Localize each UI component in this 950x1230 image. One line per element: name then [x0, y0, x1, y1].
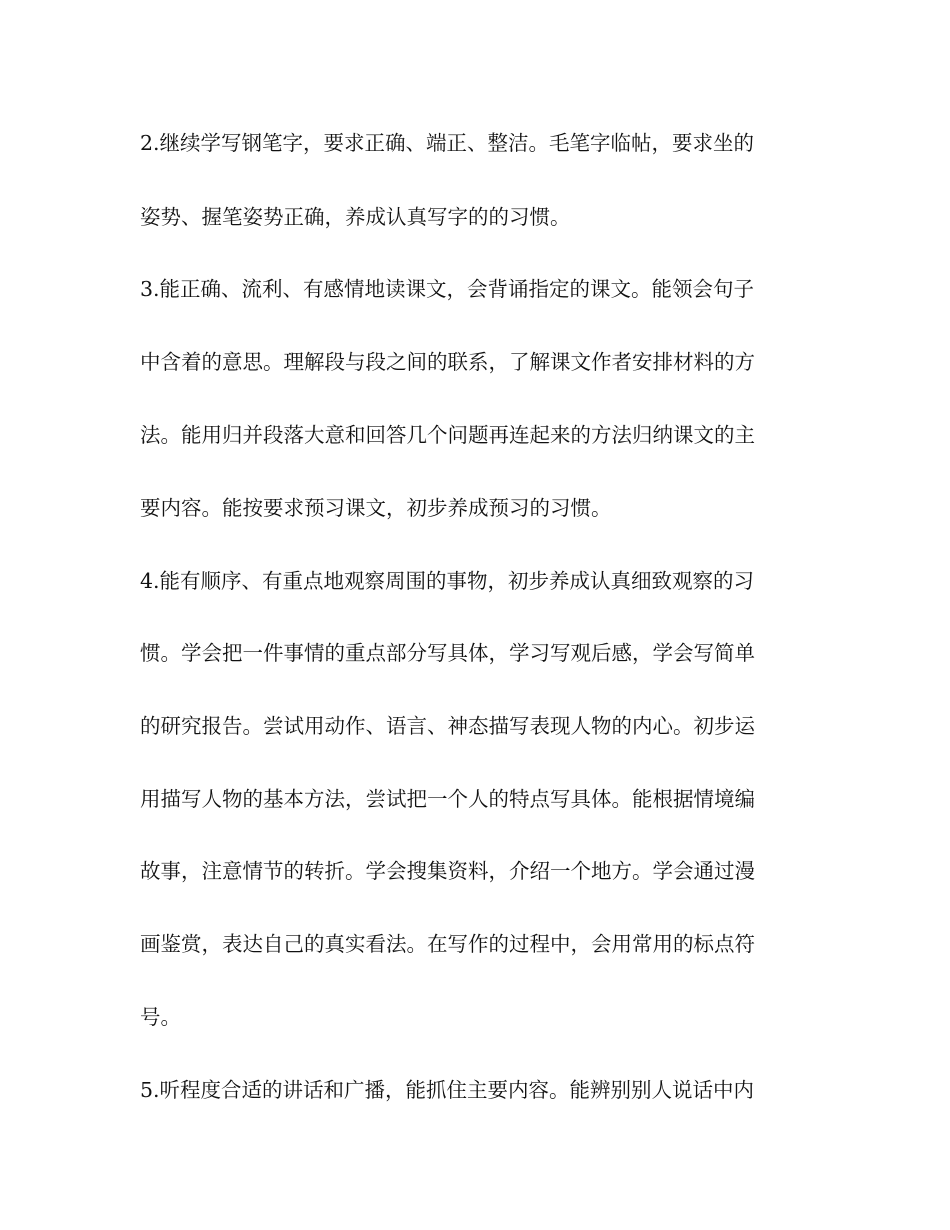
- text-line: 法。能用归并段落大意和回答几个问题再连起来的方法归纳课文的主: [140, 423, 755, 447]
- text-line: 中含着的意思。理解段与段之间的联系，了解课文作者安排材料的方: [140, 350, 755, 374]
- text-line: 故事，注意情节的转折。学会搜集资料，介绍一个地方。学会通过漫: [140, 859, 755, 883]
- text-line: 4.能有顺序、有重点地观察周围的事物，初步养成认真细致观察的习: [140, 569, 755, 593]
- text-line: 画鉴赏，表达自己的真实看法。在写作的过程中，会用常用的标点符: [140, 932, 755, 956]
- text-line: 姿势、握笔姿势正确，养成认真写字的的习惯。: [140, 205, 571, 229]
- text-line: 号。: [140, 1005, 181, 1029]
- text-line: 2.继续学写钢笔字，要求正确、端正、整洁。毛笔字临帖，要求坐的: [140, 131, 755, 155]
- text-line: 要内容。能按要求预习课文，初步养成预习的习惯。: [140, 496, 612, 520]
- text-line: 5.听程度合适的讲话和广播，能抓住主要内容。能辨别别人说话中内: [140, 1078, 755, 1102]
- text-line: 的研究报告。尝试用动作、语言、神态描写表现人物的内心。初步运: [140, 714, 755, 738]
- text-line: 用描写人物的基本方法，尝试把一个人的特点写具体。能根据情境编: [140, 787, 755, 811]
- text-line: 3.能正确、流利、有感情地读课文，会背诵指定的课文。能领会句子: [140, 277, 755, 301]
- text-line: 惯。学会把一件事情的重点部分写具体，学习写观后感，学会写简单: [140, 641, 755, 665]
